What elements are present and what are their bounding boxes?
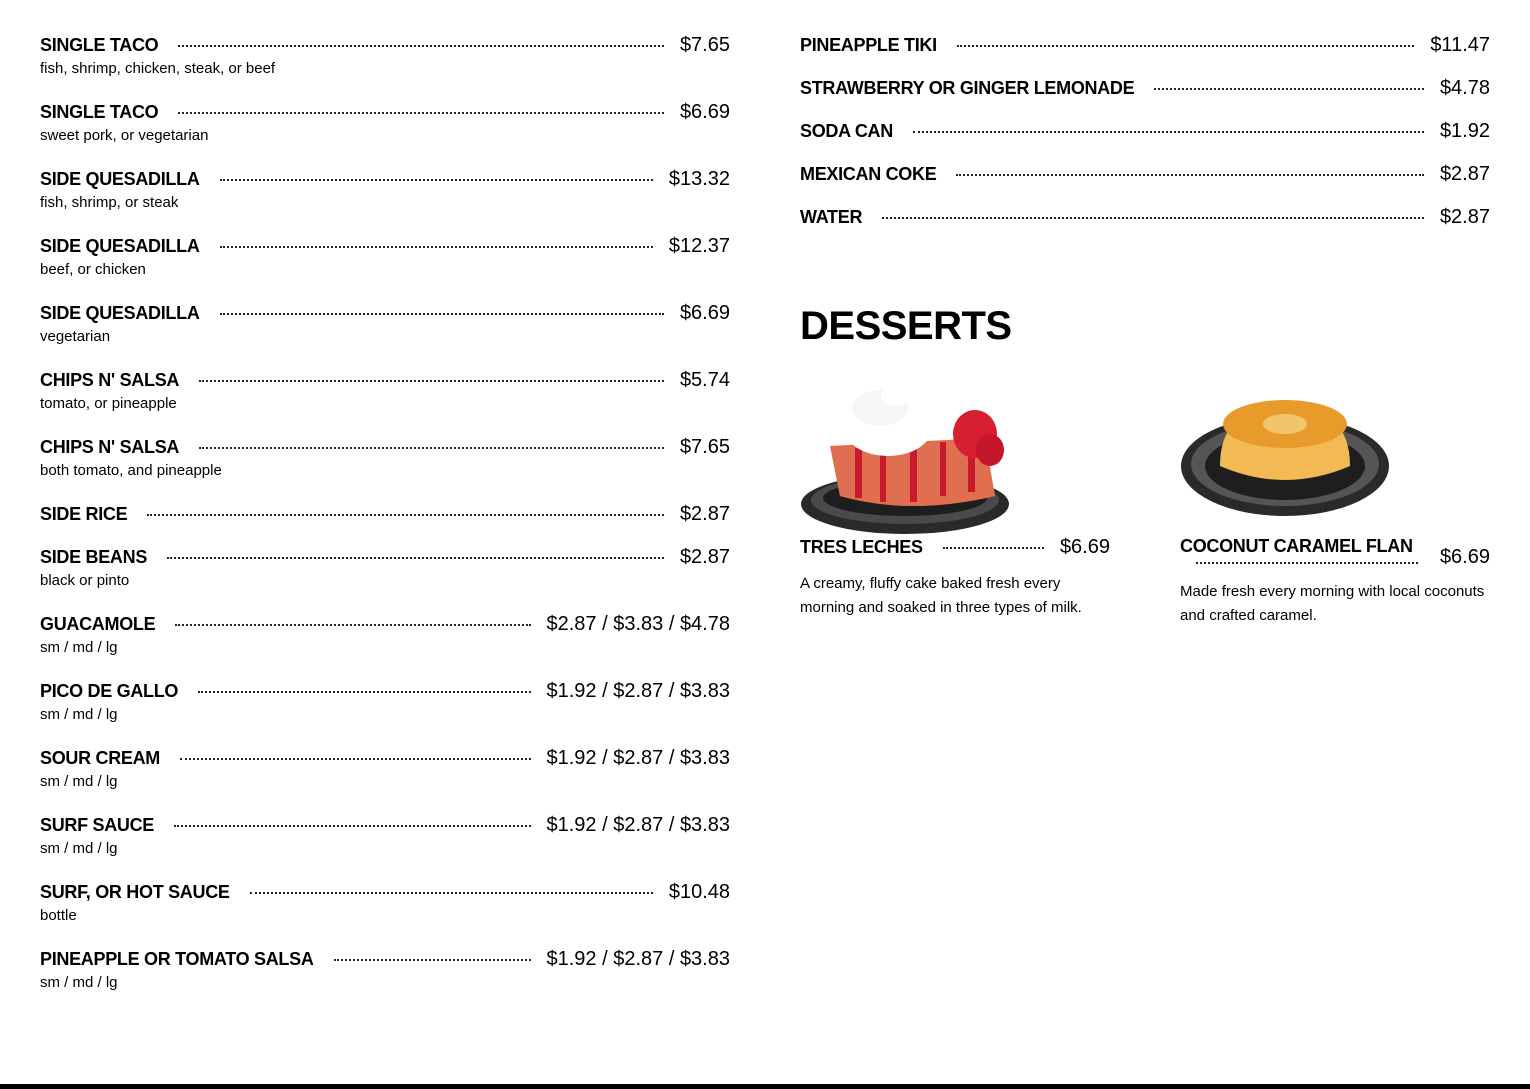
item-price: $1.92 / $2.87 / $3.83 bbox=[546, 948, 730, 970]
item-description: tomato, or pineapple bbox=[40, 395, 177, 412]
menu-item bbox=[40, 680, 730, 747]
item-description: beef, or chicken bbox=[40, 261, 146, 278]
menu-item bbox=[40, 948, 730, 1015]
menu-item bbox=[40, 546, 730, 613]
menu-item bbox=[40, 881, 730, 948]
dot-leader bbox=[180, 757, 530, 760]
item-name: CHIPS N' SALSA bbox=[40, 437, 180, 457]
item-description: sweet pork, or vegetarian bbox=[40, 127, 209, 144]
item-price: $1.92 / $2.87 / $3.83 bbox=[546, 814, 730, 836]
item-price: $11.47 bbox=[1430, 34, 1490, 56]
dot-leader bbox=[198, 690, 530, 693]
item-description: sm / md / lg bbox=[40, 974, 118, 991]
menu-item bbox=[40, 613, 730, 680]
item-price: $12.37 bbox=[668, 235, 730, 257]
dot-leader bbox=[220, 245, 653, 248]
item-price: $7.65 bbox=[679, 34, 730, 56]
dot-leader bbox=[178, 111, 664, 114]
menu-item bbox=[40, 235, 730, 302]
dot-leader bbox=[913, 130, 1424, 133]
item-price: $2.87 bbox=[1439, 206, 1490, 228]
dessert-description: Made fresh every morning with local coconuts and crafted caramel. bbox=[1180, 583, 1485, 624]
flan-image bbox=[1180, 386, 1390, 536]
item-description: sm / md / lg bbox=[40, 639, 118, 656]
item-name: SINGLE TACO bbox=[40, 102, 159, 122]
drink-item bbox=[800, 120, 1490, 163]
item-description: sm / md / lg bbox=[40, 840, 118, 857]
dot-leader bbox=[199, 446, 664, 449]
dot-leader bbox=[175, 623, 530, 626]
dot-leader bbox=[147, 513, 664, 516]
item-description: vegetarian bbox=[40, 328, 111, 345]
item-description: bottle bbox=[40, 907, 77, 924]
item-name: SURF, OR HOT SAUCE bbox=[40, 882, 230, 902]
item-description: sm / md / lg bbox=[40, 706, 118, 723]
item-name: PICO DE GALLO bbox=[40, 681, 179, 701]
dot-leader bbox=[882, 216, 1424, 219]
item-price: $2.87 bbox=[679, 503, 730, 525]
item-price: $6.69 bbox=[679, 302, 730, 324]
item-name: SIDE BEANS bbox=[40, 547, 148, 567]
drink-item bbox=[800, 206, 1490, 249]
dot-leader bbox=[956, 173, 1424, 176]
menu-item bbox=[40, 747, 730, 814]
item-description: sm / md / lg bbox=[40, 773, 118, 790]
dot-leader bbox=[1196, 561, 1418, 564]
dessert-price: $6.69 bbox=[1439, 546, 1490, 568]
left-menu-column bbox=[40, 34, 730, 1015]
item-name: GUACAMOLE bbox=[40, 614, 156, 634]
dot-leader bbox=[174, 824, 530, 827]
item-price: $1.92 / $2.87 / $3.83 bbox=[546, 747, 730, 769]
dessert-price: $6.69 bbox=[1059, 536, 1110, 558]
dot-leader bbox=[178, 44, 664, 47]
menu-item bbox=[40, 168, 730, 235]
drink-item bbox=[800, 34, 1490, 77]
dot-leader bbox=[957, 44, 1414, 47]
item-description: both tomato, and pineapple bbox=[40, 462, 222, 479]
item-description: fish, shrimp, or steak bbox=[40, 194, 179, 211]
tres-leches-image bbox=[800, 386, 1010, 536]
item-price: $10.48 bbox=[668, 881, 730, 903]
item-name: SOUR CREAM bbox=[40, 748, 161, 768]
dot-leader bbox=[250, 891, 653, 894]
item-description: fish, shrimp, chicken, steak, or beef bbox=[40, 60, 276, 77]
item-name: SODA CAN bbox=[800, 121, 893, 141]
item-price: $7.65 bbox=[679, 436, 730, 458]
footer-bar bbox=[0, 1084, 1530, 1089]
dot-leader bbox=[220, 312, 664, 315]
dessert-name: COCONUT CARAMEL FLAN bbox=[1180, 536, 1413, 556]
item-name: STRAWBERRY OR GINGER LEMONADE bbox=[800, 78, 1135, 98]
dessert-card bbox=[1180, 386, 1490, 628]
item-name: SURF SAUCE bbox=[40, 815, 155, 835]
menu-item bbox=[40, 436, 730, 503]
menu-item bbox=[40, 101, 730, 168]
dot-leader bbox=[1154, 87, 1424, 90]
drink-item bbox=[800, 77, 1490, 120]
dessert-name: TRES LECHES bbox=[800, 537, 923, 557]
dot-leader bbox=[334, 958, 531, 961]
menu-item bbox=[40, 814, 730, 881]
menu-item bbox=[40, 302, 730, 369]
item-price: $5.74 bbox=[679, 369, 730, 391]
item-price: $2.87 bbox=[679, 546, 730, 568]
dessert-card bbox=[800, 386, 1110, 620]
item-name: SIDE QUESADILLA bbox=[40, 236, 200, 256]
item-name: SIDE QUESADILLA bbox=[40, 169, 200, 189]
item-price: $1.92 bbox=[1439, 120, 1490, 142]
item-price: $6.69 bbox=[679, 101, 730, 123]
item-name: SIDE RICE bbox=[40, 504, 128, 524]
item-price: $2.87 bbox=[1439, 163, 1490, 185]
item-price: $2.87 / $3.83 / $4.78 bbox=[546, 613, 730, 635]
item-name: PINEAPPLE OR TOMATO SALSA bbox=[40, 949, 314, 969]
dot-leader bbox=[167, 556, 664, 559]
menu-item bbox=[40, 34, 730, 101]
item-name: MEXICAN COKE bbox=[800, 164, 937, 184]
item-name: PINEAPPLE TIKI bbox=[800, 35, 937, 55]
dessert-description: A creamy, fluffy cake baked fresh every morning and soaked in three types of milk. bbox=[800, 575, 1082, 616]
item-name: CHIPS N' SALSA bbox=[40, 370, 180, 390]
menu-item bbox=[40, 503, 730, 546]
drink-item bbox=[800, 163, 1490, 206]
dot-leader bbox=[943, 546, 1044, 549]
right-menu-column bbox=[800, 34, 1490, 624]
dot-leader bbox=[220, 178, 653, 181]
item-price: $1.92 / $2.87 / $3.83 bbox=[546, 680, 730, 702]
item-price: $13.32 bbox=[668, 168, 730, 190]
item-name: WATER bbox=[800, 207, 863, 227]
menu-item bbox=[40, 369, 730, 436]
dot-leader bbox=[199, 379, 664, 382]
desserts-heading: DESSERTS bbox=[800, 304, 1012, 348]
item-name: SIDE QUESADILLA bbox=[40, 303, 200, 323]
item-name: SINGLE TACO bbox=[40, 35, 159, 55]
item-price: $4.78 bbox=[1439, 77, 1490, 99]
item-description: black or pinto bbox=[40, 572, 130, 589]
